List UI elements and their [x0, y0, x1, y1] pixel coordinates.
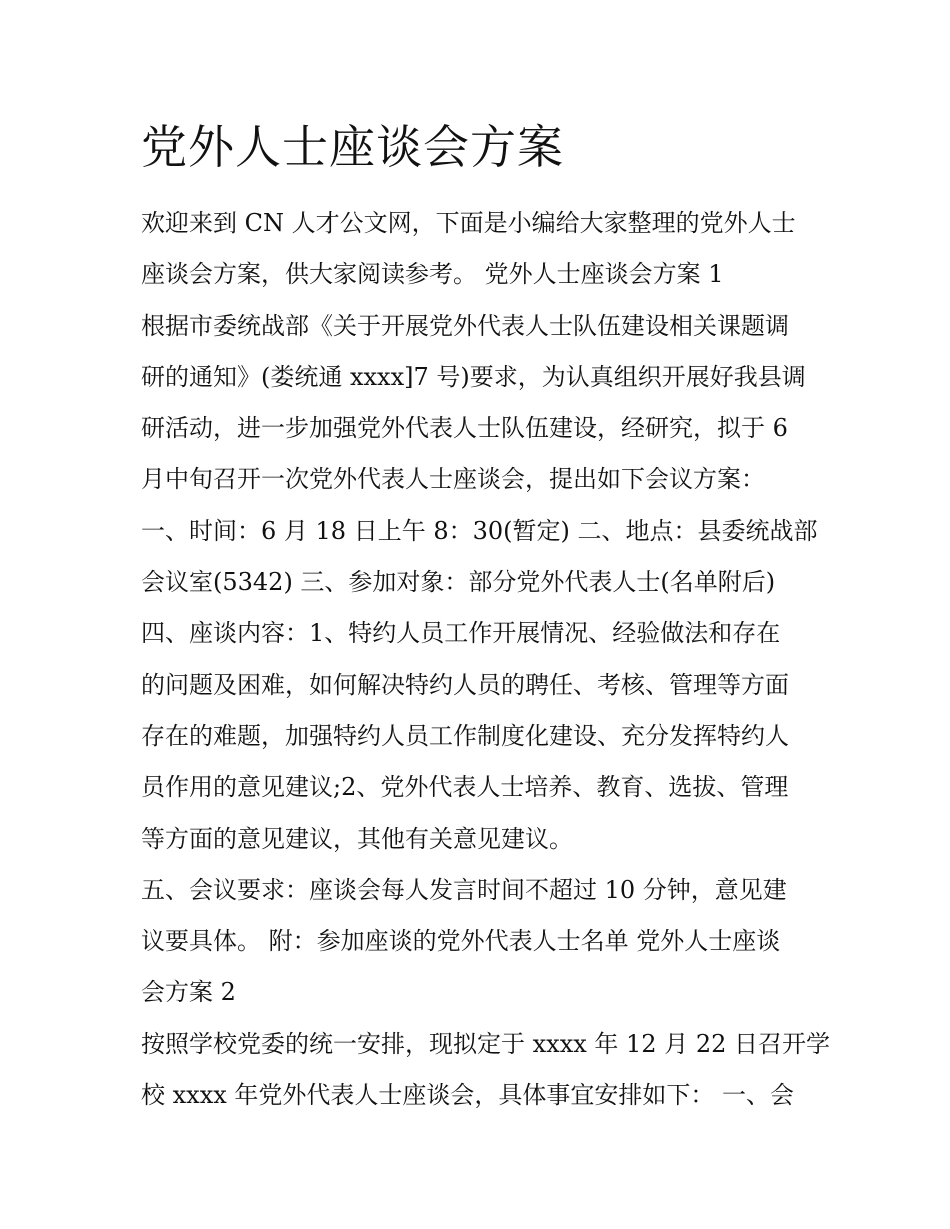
document-page [141, 112, 830, 1121]
body-line: 欢迎来到 CN 人才公文网，下面是小编给大家整理的党外人士 [141, 209, 796, 237]
body-line: 五、会议要求：座谈会每人发言时间不超过 10 分钟，意见建 [141, 875, 787, 904]
body-line: 议要具体。 附：参加座谈的党外代表人士名单 党外人士座谈 [141, 927, 781, 956]
body-line: 研的通知》(娄统通 xxxx]7 号)要求，为认真组织开展好我县调 [141, 362, 806, 391]
body-line: 校 xxxx 年党外代表人士座谈会，具体事宜安排如下： 一、会 [141, 1081, 795, 1110]
body-line: 等方面的意见建议，其他有关意见建议。 [141, 824, 573, 853]
body-line: 的问题及困难，如何解决特约人员的聘任、考核、管理等方面 [141, 670, 789, 699]
document-body [141, 198, 830, 1121]
document-title: 党外人士座谈会方案 [141, 120, 564, 174]
body-line: 研活动，进一步加强党外代表人士队伍建设，经研究，拟于 6 [141, 414, 788, 443]
body-line: 员作用的意见建议;2、党外代表人士培养、教育、选拔、管理 [141, 773, 789, 802]
body-line: 会议室(5342) 三、参加对象：部分党外代表人士(名单附后) [141, 568, 776, 597]
body-line: 四、座谈内容：1、特约人员工作开展情况、经验做法和存在 [141, 619, 781, 648]
body-line: 根据市委统战部《关于开展党外代表人士队伍建设相关课题调 [141, 311, 789, 340]
body-line: 存在的难题，加强特约人员工作制度化建设、充分发挥特约人 [141, 721, 789, 750]
body-line: 一、时间：6 月 18 日上午 8：30(暂定) 二、地点：县委统战部 [141, 516, 818, 545]
body-line: 会方案 2 [141, 978, 236, 1007]
body-line: 月中旬召开一次党外代表人士座谈会，提出如下会议方案： [141, 465, 765, 494]
body-line: 按照学校党委的统一安排，现拟定于 xxxx 年 12 月 22 日召开学 [141, 1029, 830, 1058]
body-line: 座谈会方案，供大家阅读参考。 党外人士座谈会方案 1 [141, 260, 724, 289]
